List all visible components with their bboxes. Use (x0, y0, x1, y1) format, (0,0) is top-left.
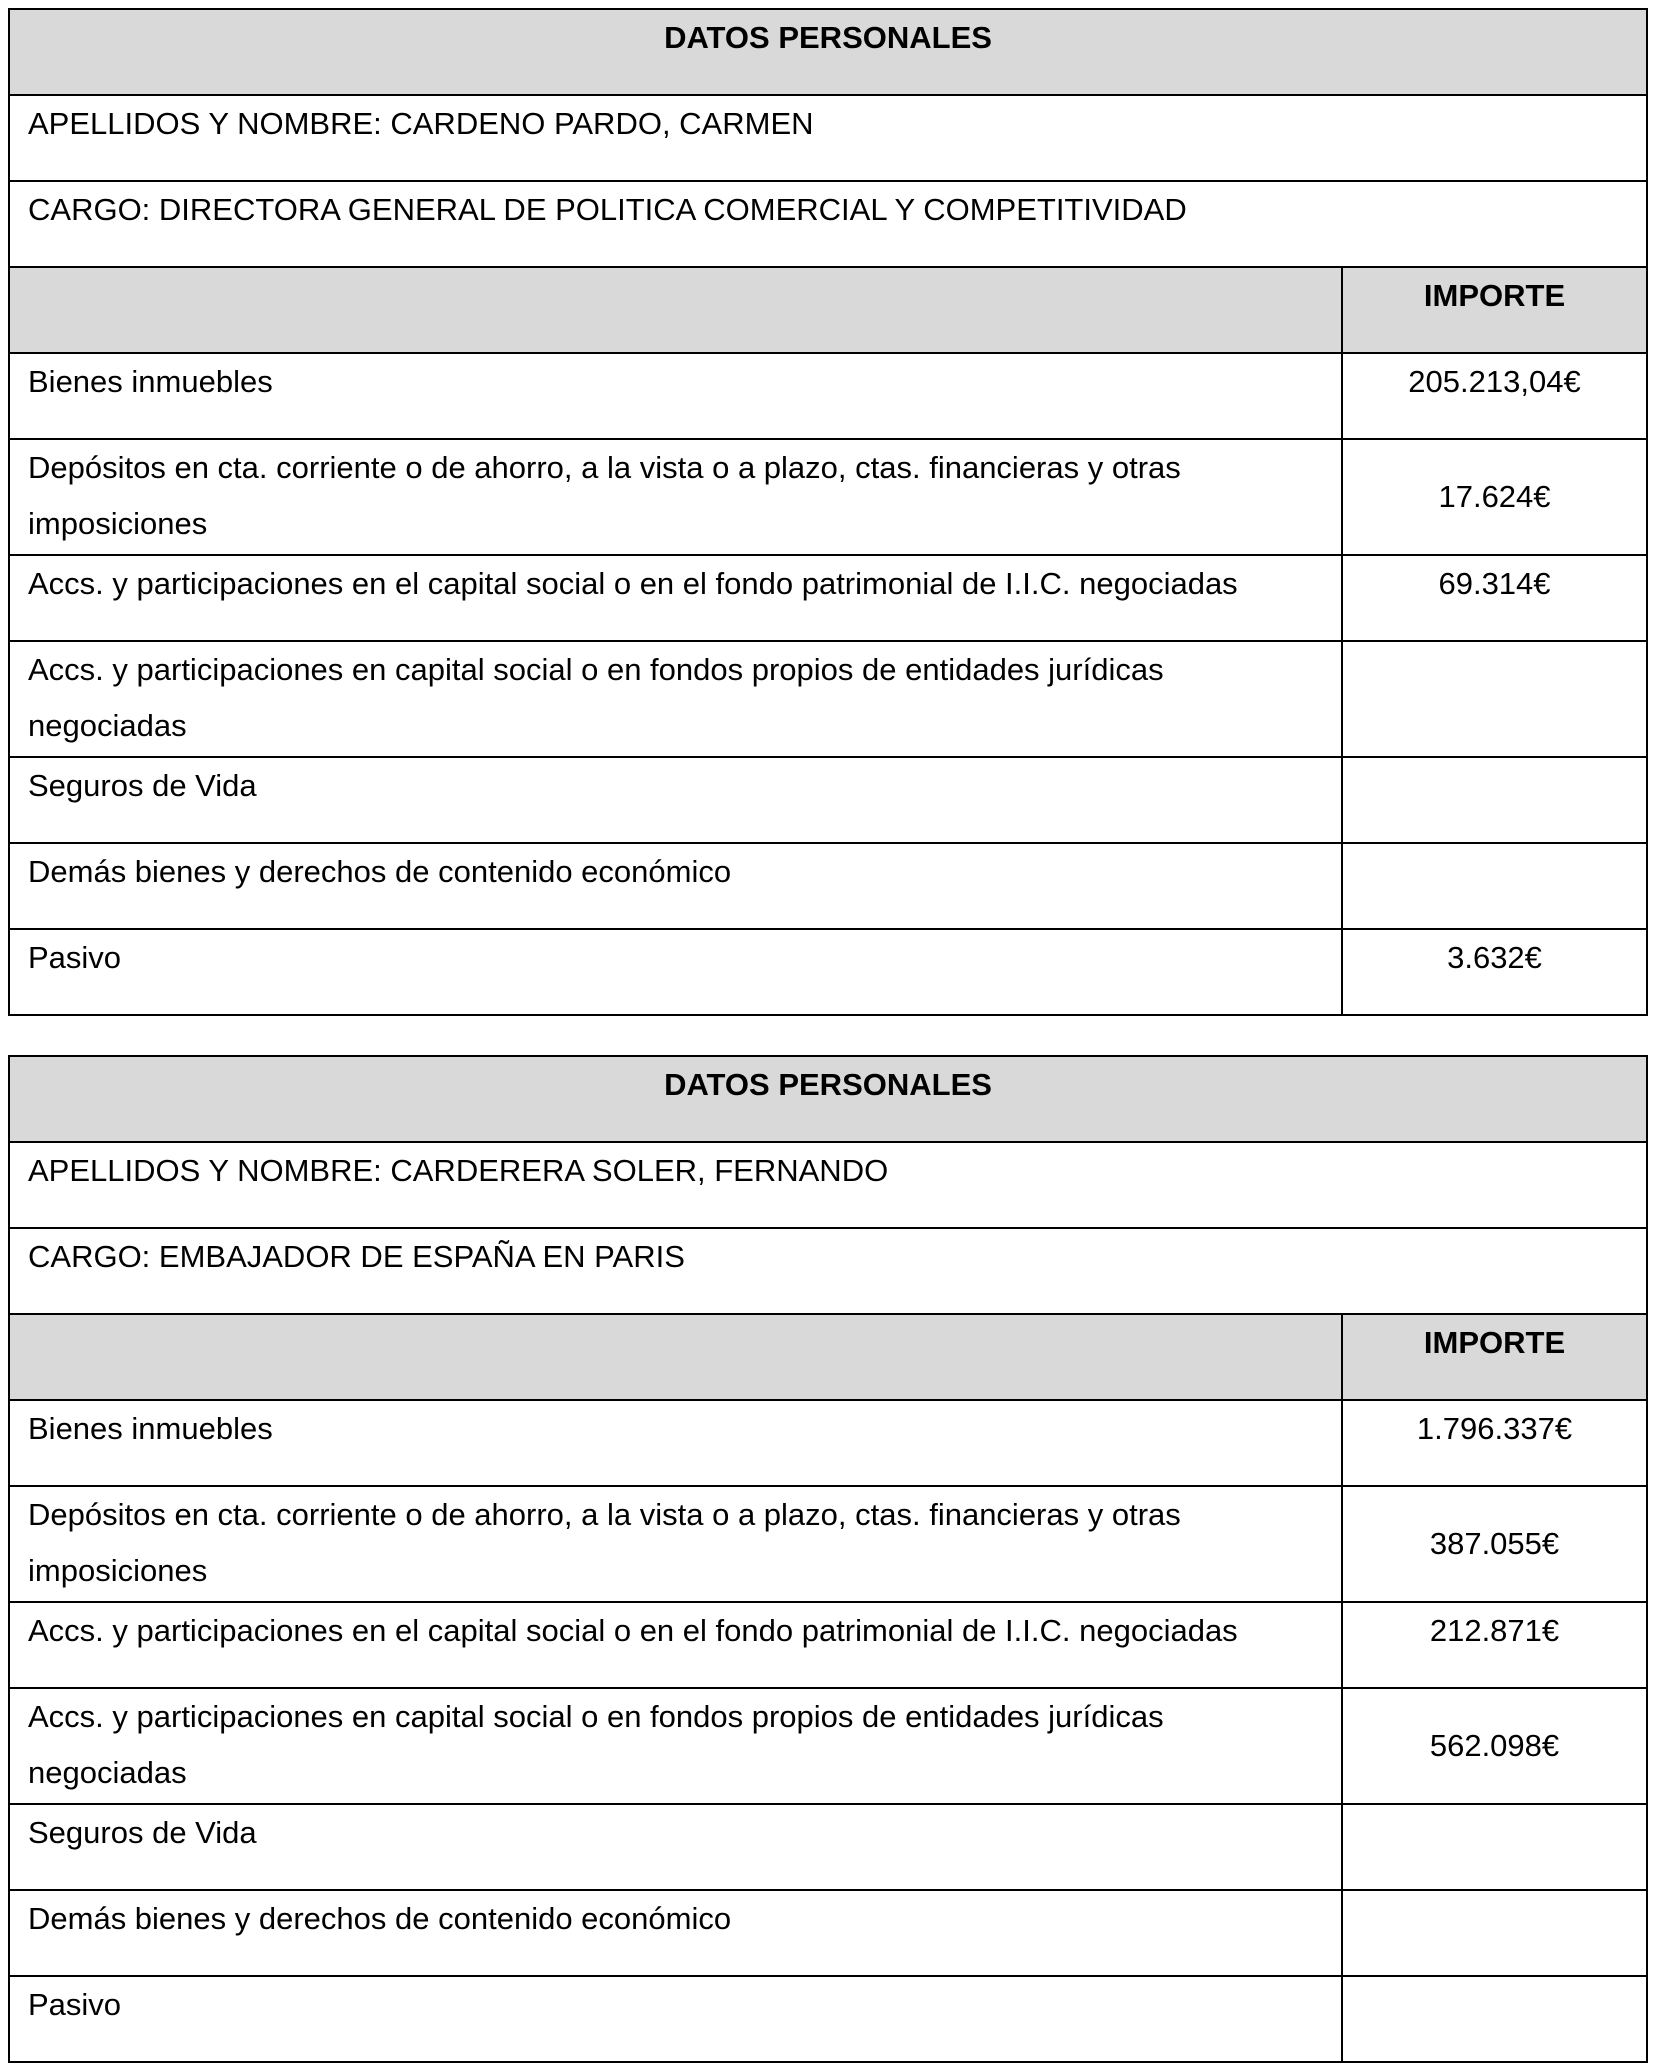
amount-cell: 562.098€ (1342, 1688, 1647, 1804)
table-row (9, 353, 1647, 439)
concept-cell: Seguros de Vida (9, 1804, 1342, 1890)
concept-cell: Accs. y participaciones en capital social o en fondos propios de entidades jurídicas negociadas (9, 641, 1342, 757)
amount-cell: 1.796.337€ (1342, 1400, 1647, 1486)
concept-cell: Pasivo (9, 929, 1342, 1015)
amount-header: IMPORTE (1342, 267, 1647, 353)
amount-cell: 17.624€ (1342, 439, 1647, 555)
concept-header-cell (9, 267, 1342, 353)
cargo-row (9, 181, 1647, 267)
concept-cell: Depósitos en cta. corriente o de ahorro, a la vista o a plazo, ctas. financieras y otras imposiciones (9, 1486, 1342, 1602)
concept-cell: Bienes inmuebles (9, 353, 1342, 439)
table-row (9, 929, 1647, 1015)
table-row (9, 843, 1647, 929)
section-header-row (9, 1056, 1647, 1142)
section-title: DATOS PERSONALES (9, 9, 1647, 95)
cargo-row (9, 1228, 1647, 1314)
concept-header-cell (9, 1314, 1342, 1400)
table-row (9, 439, 1647, 555)
name-row (9, 95, 1647, 181)
name-line: APELLIDOS Y NOMBRE: CARDENO PARDO, CARMEN (9, 95, 1647, 181)
amount-cell: 205.213,04€ (1342, 353, 1647, 439)
table-row (9, 555, 1647, 641)
amount-cell (1342, 757, 1647, 843)
cargo-line: CARGO: EMBAJADOR DE ESPAÑA EN PARIS (9, 1228, 1647, 1314)
table-row (9, 641, 1647, 757)
section-title: DATOS PERSONALES (9, 1056, 1647, 1142)
amount-cell (1342, 641, 1647, 757)
cargo-line: CARGO: DIRECTORA GENERAL DE POLITICA COMERCIAL Y COMPETITIVIDAD (9, 181, 1647, 267)
declaration-table-1 (8, 8, 1648, 1016)
concept-cell: Demás bienes y derechos de contenido económico (9, 1890, 1342, 1976)
table-row (9, 1486, 1647, 1602)
concept-cell: Depósitos en cta. corriente o de ahorro, a la vista o a plazo, ctas. financieras y otras imposiciones (9, 439, 1342, 555)
concept-cell: Pasivo (9, 1976, 1342, 2062)
amount-cell (1342, 1804, 1647, 1890)
table-row (9, 1890, 1647, 1976)
concept-cell: Accs. y participaciones en el capital social o en el fondo patrimonial de I.I.C. negociadas (9, 1602, 1342, 1688)
name-row (9, 1142, 1647, 1228)
amount-cell (1342, 1890, 1647, 1976)
amount-cell: 69.314€ (1342, 555, 1647, 641)
concept-cell: Seguros de Vida (9, 757, 1342, 843)
declaration-table-2 (8, 1055, 1648, 2063)
concept-cell: Bienes inmuebles (9, 1400, 1342, 1486)
table-row (9, 757, 1647, 843)
amount-cell: 387.055€ (1342, 1486, 1647, 1602)
concept-cell: Demás bienes y derechos de contenido económico (9, 843, 1342, 929)
amount-cell: 212.871€ (1342, 1602, 1647, 1688)
table-row (9, 1688, 1647, 1804)
section-header-row (9, 9, 1647, 95)
amount-header: IMPORTE (1342, 1314, 1647, 1400)
table-row (9, 1804, 1647, 1890)
amount-cell (1342, 1976, 1647, 2062)
amount-cell: 3.632€ (1342, 929, 1647, 1015)
amount-header-row (9, 267, 1647, 353)
amount-header-row (9, 1314, 1647, 1400)
concept-cell: Accs. y participaciones en el capital social o en el fondo patrimonial de I.I.C. negociadas (9, 555, 1342, 641)
amount-cell (1342, 843, 1647, 929)
concept-cell: Accs. y participaciones en capital social o en fondos propios de entidades jurídicas negociadas (9, 1688, 1342, 1804)
table-row (9, 1400, 1647, 1486)
name-line: APELLIDOS Y NOMBRE: CARDERERA SOLER, FERNANDO (9, 1142, 1647, 1228)
table-row (9, 1602, 1647, 1688)
table-row (9, 1976, 1647, 2062)
